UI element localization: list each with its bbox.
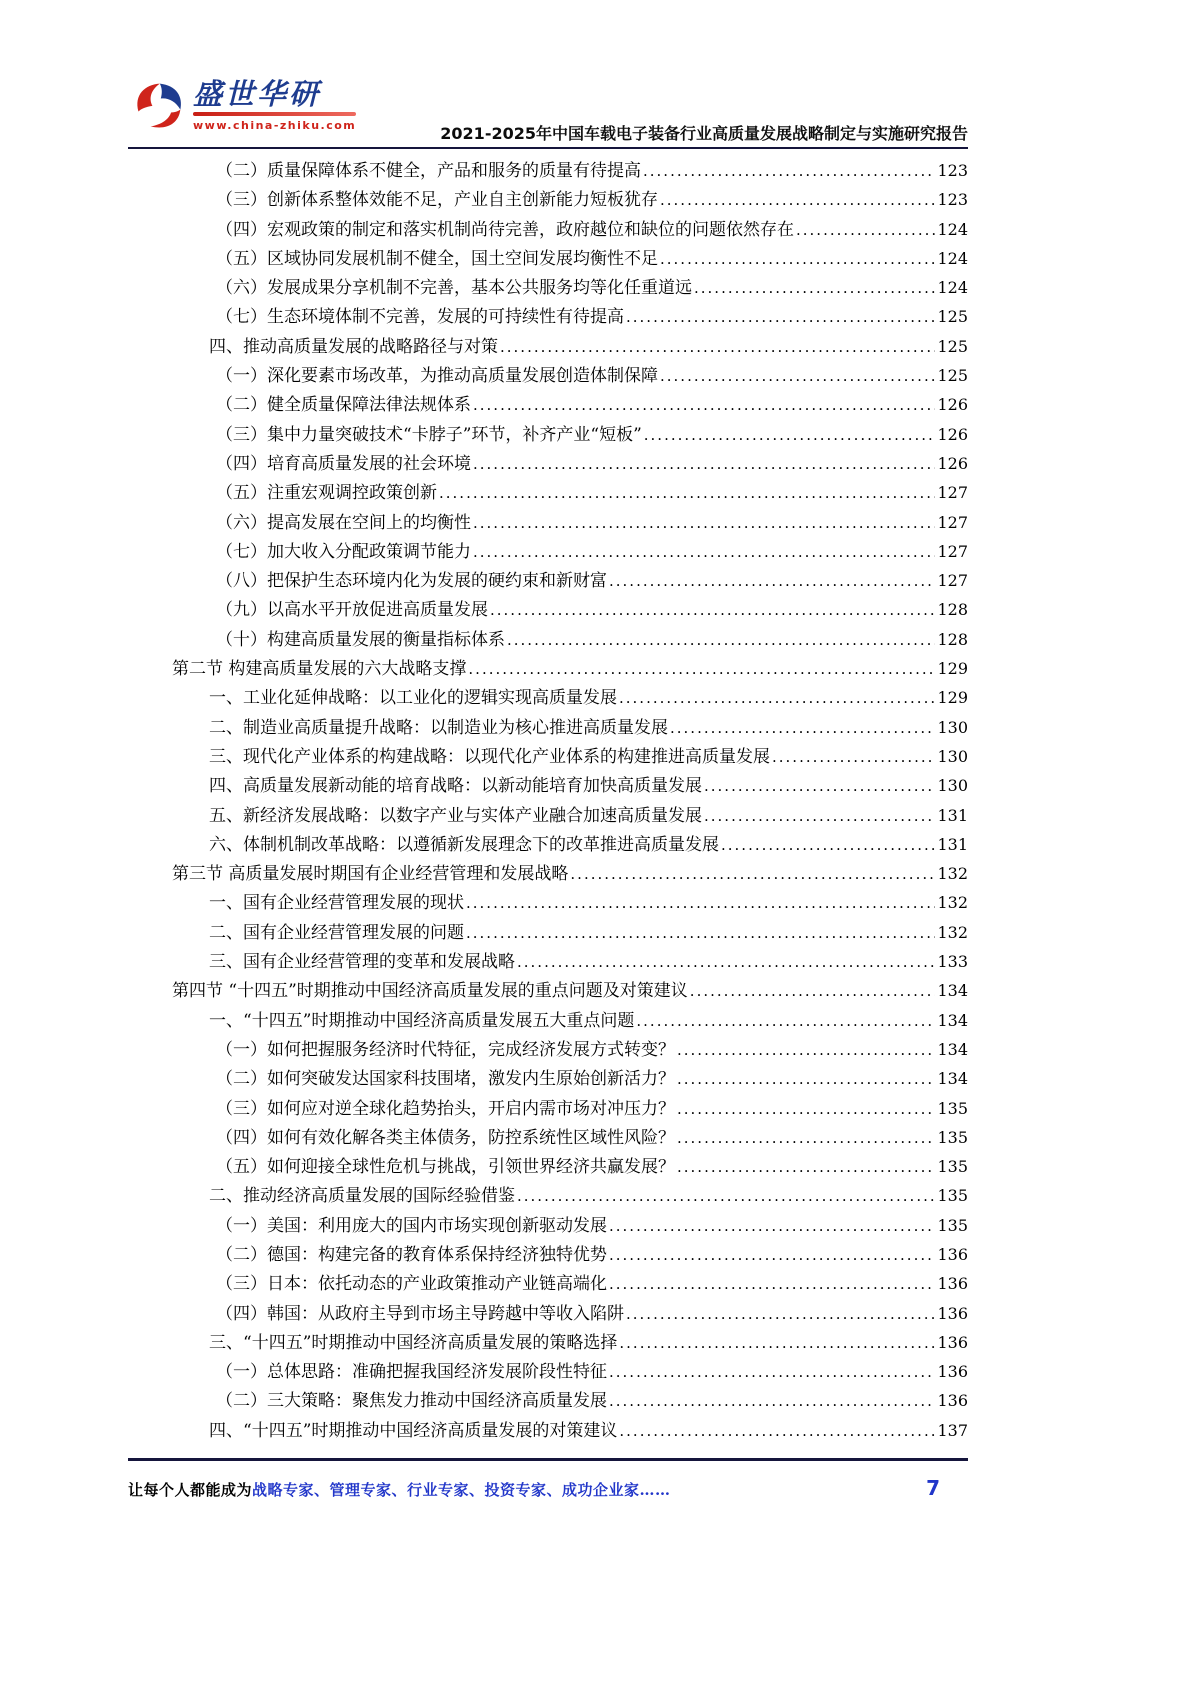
toc-entry-page: 135 [937,1186,968,1206]
toc-entry-page: 137 [937,1420,968,1440]
toc-entry-page: 131 [937,805,968,825]
toc-entry[interactable] [128,742,968,771]
toc-leader-dots [677,1036,935,1065]
toc-entry-text: （四）韩国：从政府主导到市场主导跨越中等收入陷阱 [216,1303,624,1324]
toc-entry-page: 125 [937,307,968,327]
toc-entry-page: 132 [937,922,968,942]
toc-entry[interactable] [128,1299,968,1328]
toc-leader-dots [609,1387,935,1416]
toc-entry-page: 135 [937,1215,968,1235]
toc-entry-page: 129 [937,659,968,679]
toc-leader-dots [609,1212,935,1241]
toc-leader-dots [517,1182,935,1211]
toc-entry-text: 第三节 高质量发展时期国有企业经营管理和发展战略 [172,864,569,885]
toc-leader-dots [500,333,935,362]
toc-entry[interactable] [128,1006,968,1035]
toc-leader-dots [644,421,936,450]
toc-leader-dots [677,1095,935,1124]
toc-entry-page: 134 [937,1069,968,1089]
toc-leader-dots [626,303,935,332]
toc-entry-text: 三、国有企业经营管理的变革和发展战略 [209,952,515,973]
company-logo [130,78,356,132]
toc-entry-page: 129 [937,688,968,708]
toc-entry[interactable] [128,1064,968,1093]
toc-entry-text: （五）如何迎接全球性危机与挑战，引领世界经济共赢发展？ [216,1157,675,1178]
toc-entry[interactable] [128,625,968,654]
toc-entry[interactable] [128,1152,968,1181]
toc-leader-dots [473,509,935,538]
toc-entry-page: 127 [937,483,968,503]
toc-entry-text: 三、“十四五”时期推动中国经济高质量发展的策略选择 [209,1332,618,1353]
toc-entry-page: 127 [937,571,968,591]
toc-entry[interactable] [128,215,968,244]
toc-entry-text: （三）集中力量突破技术“卡脖子”环节，补齐产业“短板” [216,424,642,445]
toc-leader-dots [473,450,935,479]
toc-entry-text: （一）深化要素市场改革，为推动高质量发展创造体制保障 [216,366,658,387]
toc-leader-dots [670,714,935,743]
toc-entry-page: 124 [937,248,968,268]
toc-entry[interactable] [128,1240,968,1269]
toc-entry-page: 124 [937,219,968,239]
toc-leader-dots [721,831,935,860]
toc-entry[interactable] [128,771,968,800]
toc-leader-dots [619,684,935,713]
toc-entry[interactable] [128,683,968,712]
toc-entry-page: 128 [937,600,968,620]
logo-icon [130,78,186,132]
toc-entry-text: （四）宏观政策的制定和落实机制尚待完善，政府越位和缺位的问题依然存在 [216,219,794,240]
toc-entry-page: 132 [937,893,968,913]
brand-name: 盛世华研 [193,77,322,111]
toc-entry-page: 136 [937,1391,968,1411]
toc-entry[interactable] [128,361,968,390]
brand-underline [193,112,356,116]
toc-entry[interactable] [128,654,968,683]
toc-leader-dots [490,596,935,625]
toc-entry-page: 126 [937,424,968,444]
toc-leader-dots [772,743,935,772]
toc-leader-dots [517,948,935,977]
report-title: 2021-2025年中国车载电子装备行业高质量发展战略制定与实施研究报告 [440,124,968,143]
toc-entry-text: （四）如何有效化解各类主体债务，防控系统性区域性风险？ [216,1127,675,1148]
toc-entry[interactable] [128,478,968,507]
toc-leader-dots [609,1270,935,1299]
toc-entry-page: 127 [937,512,968,532]
toc-entry-text: （八）把保护生态环境内化为发展的硬约束和新财富 [216,571,607,592]
toc-entry-text: 第四节 “十四五”时期推动中国经济高质量发展的重点问题及对策建议 [172,981,688,1002]
toc-leader-dots [690,977,936,1006]
toc-entry-page: 135 [937,1157,968,1177]
footer-slogan-prefix: 让每个人都能成为 [128,1481,253,1499]
toc-entry-text: 六、体制机制改革战略：以遵循新发展理念下的改革推进高质量发展 [209,834,719,855]
toc-entry-page: 136 [937,1274,968,1294]
toc-entry-page: 134 [937,1010,968,1030]
page-number: 7 [926,1476,940,1500]
toc-entry-page: 125 [937,366,968,386]
brand-url: www.china-zhiku.com [193,119,357,132]
toc-entry[interactable] [128,332,968,361]
toc-entry[interactable] [128,156,968,185]
toc-leader-dots [609,1241,935,1270]
toc-leader-dots [570,860,935,889]
toc-entry[interactable] [128,508,968,537]
toc-entry-text: （二）健全质量保障法律法规体系 [216,395,471,416]
toc-leader-dots [466,919,935,948]
toc-entry-text: 一、工业化延伸战略：以工业化的逻辑实现高质量发展 [209,688,617,709]
page-header [128,78,968,146]
toc-leader-dots [466,889,935,918]
toc-entry-page: 135 [937,1098,968,1118]
toc-leader-dots [619,1329,935,1358]
toc-entry[interactable] [128,1416,968,1445]
toc-entry-text: （二）三大策略：聚焦发力推动中国经济高质量发展 [216,1391,607,1412]
toc-entry[interactable] [128,976,968,1005]
toc-entry[interactable] [128,302,968,331]
footer-divider [128,1458,968,1461]
toc-entry[interactable] [128,1123,968,1152]
toc-leader-dots [619,1417,935,1446]
toc-leader-dots [626,1300,935,1329]
toc-entry-text: （三）创新体系整体效能不足，产业自主创新能力短板犹存 [216,190,658,211]
toc-entry[interactable] [128,1357,968,1386]
toc-entry-page: 127 [937,541,968,561]
toc-leader-dots [439,479,935,508]
toc-entry-page: 132 [937,864,968,884]
toc-leader-dots [609,567,935,596]
toc-entry[interactable] [128,1181,968,1210]
toc-entry[interactable] [128,1328,968,1357]
header-divider [128,147,968,149]
toc-entry[interactable] [128,390,968,419]
toc-entry[interactable] [128,918,968,947]
brand-text-block [193,78,356,132]
toc-entry-page: 136 [937,1362,968,1382]
toc-entry[interactable] [128,1094,968,1123]
toc-entry-text: （九）以高水平开放促进高质量发展 [216,600,488,621]
toc-entry-text: （四）培育高质量发展的社会环境 [216,453,471,474]
toc-entry-text: （一）总体思路：准确把握我国经济发展阶段性特征 [216,1362,607,1383]
toc-entry-page: 136 [937,1244,968,1264]
toc-entry-text: （五）区域协同发展机制不健全，国土空间发展均衡性不足 [216,248,658,269]
toc-entry[interactable] [128,537,968,566]
toc-entry-page: 130 [937,717,968,737]
table-of-contents [128,156,968,1445]
toc-entry[interactable] [128,859,968,888]
toc-leader-dots [796,216,935,245]
toc-entry-text: 二、推动经济高质量发展的国际经验借鉴 [209,1186,515,1207]
toc-entry[interactable] [128,830,968,859]
toc-entry-text: （三）日本：依托动态的产业政策推动产业链高端化 [216,1274,607,1295]
toc-leader-dots [507,626,935,655]
toc-leader-dots [677,1153,935,1182]
toc-leader-dots [704,802,935,831]
toc-leader-dots [694,274,935,303]
toc-entry-text: （十）构建高质量发展的衡量指标体系 [216,629,505,650]
toc-entry-text: 五、新经济发展战略：以数字产业与实体产业融合加速高质量发展 [209,805,702,826]
footer-slogan [128,1479,671,1500]
toc-entry[interactable] [128,185,968,214]
toc-entry[interactable] [128,1211,968,1240]
toc-entry[interactable] [128,1269,968,1298]
toc-leader-dots [636,1007,935,1036]
toc-entry-text: （一）美国：利用庞大的国内市场实现创新驱动发展 [216,1215,607,1236]
toc-entry-text: （七）加大收入分配政策调节能力 [216,541,471,562]
toc-entry-page: 136 [937,1332,968,1352]
toc-entry-page: 133 [937,952,968,972]
toc-entry[interactable] [128,713,968,742]
toc-entry-text: 第二节 构建高质量发展的六大战略支撑 [172,659,467,680]
toc-entry-text: 四、推动高质量发展的战略路径与对策 [209,336,498,357]
toc-entry-page: 126 [937,453,968,473]
toc-entry-page: 135 [937,1127,968,1147]
toc-entry-text: 一、“十四五”时期推动中国经济高质量发展五大重点问题 [209,1010,635,1031]
toc-entry[interactable] [128,888,968,917]
toc-entry-text: （一）如何把握服务经济时代特征，完成经济发展方式转变？ [216,1039,675,1060]
toc-leader-dots [677,1124,935,1153]
toc-entry[interactable] [128,273,968,302]
toc-entry-page: 123 [937,161,968,180]
toc-entry[interactable] [128,595,968,624]
toc-entry-page: 136 [937,1303,968,1323]
footer-slogan-highlight: 战略专家、管理专家、行业专家、投资专家、成功企业家…… [252,1481,671,1499]
toc-entry-page: 130 [937,746,968,766]
toc-entry[interactable] [128,801,968,830]
toc-entry-page: 134 [937,981,968,1001]
toc-entry-text: （二）如何突破发达国家科技围堵，激发内生原始创新活力？ [216,1069,675,1090]
toc-entry-text: （七）生态环境体制不完善，发展的可持续性有待提高 [216,307,624,328]
toc-entry-page: 124 [937,278,968,298]
toc-leader-dots [643,157,935,186]
toc-entry-text: （六）提高发展在空间上的均衡性 [216,512,471,533]
toc-leader-dots [609,1358,935,1387]
toc-leader-dots [677,1065,935,1094]
toc-leader-dots [473,391,935,420]
toc-entry[interactable] [128,449,968,478]
toc-entry-text: 二、国有企业经营管理发展的问题 [209,922,464,943]
toc-leader-dots [473,538,935,567]
toc-entry[interactable] [128,566,968,595]
toc-leader-dots [704,772,935,801]
toc-entry-text: 四、高质量发展新动能的培育战略：以新动能培育加快高质量发展 [209,776,702,797]
toc-entry[interactable] [128,947,968,976]
toc-entry-text: （五）注重宏观调控政策创新 [216,483,437,504]
page-footer [128,1476,968,1500]
toc-leader-dots [660,245,935,274]
toc-entry-page: 130 [937,776,968,796]
toc-entry-text: （二）德国：构建完备的教育体系保持经济独特优势 [216,1244,607,1265]
toc-entry[interactable] [128,1035,968,1064]
toc-entry-page: 125 [937,336,968,356]
toc-entry-text: 二、制造业高质量提升战略：以制造业为核心推进高质量发展 [209,717,668,738]
toc-entry-text: 一、国有企业经营管理发展的现状 [209,893,464,914]
toc-entry-page: 131 [937,834,968,854]
toc-leader-dots [468,655,935,684]
toc-leader-dots [660,186,935,215]
toc-entry-text: 三、现代化产业体系的构建战略：以现代化产业体系的构建推进高质量发展 [209,746,770,767]
toc-entry-page: 128 [937,629,968,649]
toc-entry[interactable] [128,1386,968,1415]
toc-entry-page: 134 [937,1039,968,1059]
toc-entry-text: 四、“十四五”时期推动中国经济高质量发展的对策建议 [209,1420,618,1441]
toc-entry-text: （二）质量保障体系不健全，产品和服务的质量有待提高 [216,161,641,181]
toc-entry-text: （三）如何应对逆全球化趋势抬头，开启内需市场对冲压力？ [216,1098,675,1119]
toc-entry-page: 123 [937,190,968,210]
toc-entry[interactable] [128,420,968,449]
toc-entry-page: 126 [937,395,968,415]
toc-leader-dots [660,362,935,391]
toc-entry[interactable] [128,244,968,273]
toc-entry-text: （六）发展成果分享机制不完善，基本公共服务均等化任重道远 [216,278,692,299]
